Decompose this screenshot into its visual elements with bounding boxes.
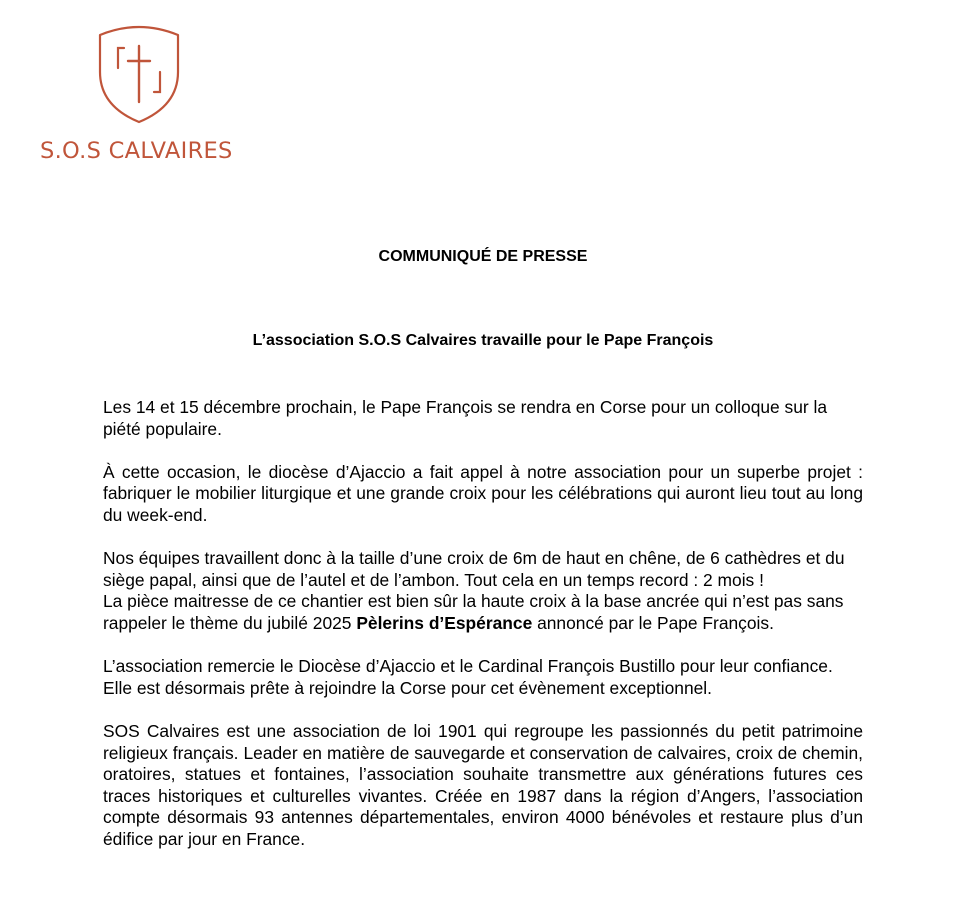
sos-calvaires-logo bbox=[40, 22, 240, 167]
document-body bbox=[103, 397, 863, 872]
shield-cross-icon bbox=[94, 22, 184, 126]
paragraph-works-line-one: Nos équipes travaillent donc à la taille d’une croix de 6m de haut en chêne, de 6 cathèdres et du siège papal, ainsi que de l’autel et de l’ambon. Tout cela en un temps record : 2 mois ! bbox=[103, 548, 845, 590]
document-title: COMMUNIQUÉ DE PRESSE bbox=[378, 248, 588, 265]
paragraph-works bbox=[103, 548, 863, 634]
paragraph-visit: Les 14 et 15 décembre prochain, le Pape François se rendra en Corse pour un colloque sur la piété populaire. bbox=[103, 397, 828, 439]
document-subtitle: L’association S.O.S Calvaires travaille pour le Pape François bbox=[252, 332, 714, 349]
paragraph-thanks: L’association remercie le Diocèse d’Ajaccio et le Cardinal François Bustillo pour leur confiance. Elle est désormais prête à rejoindre la Corse pour cet évènement exceptionnel. bbox=[103, 656, 833, 698]
logo-wordmark: S.O.S CALVAIRES bbox=[40, 138, 233, 164]
paragraph-works-line-two-end: annoncé par le Pape François. bbox=[532, 612, 774, 633]
jubilee-theme: Pèlerins d’Espérance bbox=[356, 612, 533, 633]
paragraph-project: À cette occasion, le diocèse d’Ajaccio a fait appel à notre association pour un superbe projet : fabriquer le mobilier liturgique et une grande croix pour les célébrations qui auront lieu tout au long du week-end. bbox=[103, 461, 863, 525]
paragraph-works-line-two: La pièce maitresse de ce chantier est bien sûr la haute croix à la base ancrée qui n’est pas sans rappeler le thème du jubilé 2025 bbox=[103, 591, 844, 633]
paragraph-about: SOS Calvaires est une association de loi 1901 qui regroupe les passionnés du petit patrimoine religieux français. Leader en matière de sauvegarde et conservation de calvaires, croix de chemin, oratoires, statues et fontaines, l’association souhaite transmettre aux générations futures ces traces historiques et culturelles vivantes. Créée en 1987 dans la région d’Angers, l’association compte désormais 93 antennes départementales, environ 4000 bénévoles et restaure plus d’un édifice par jour en France. bbox=[103, 720, 863, 849]
